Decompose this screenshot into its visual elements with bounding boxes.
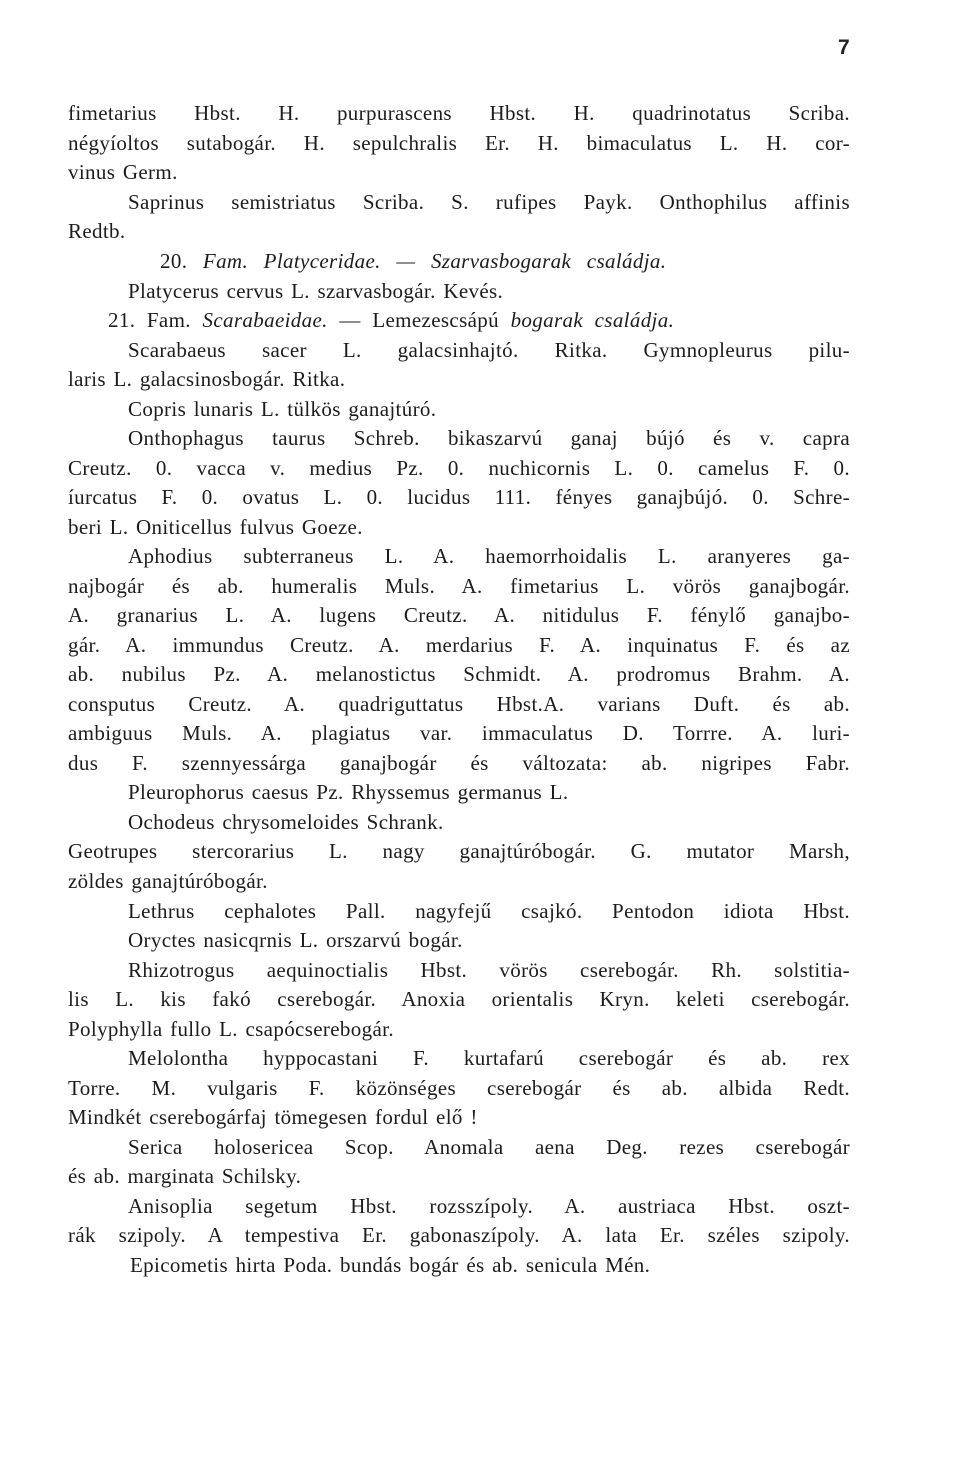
text-line: Copris lunaris L. tülkös ganajtúró. [128, 397, 437, 421]
family-heading-text: — Lemezescsápú [327, 308, 511, 332]
text-line: Creutz. 0. vacca v. medius Pz. 0. nuchicornis L. 0. camelus F. 0. [68, 456, 850, 480]
family-heading [108, 307, 850, 333]
text-line: Polyphylla fullo L. csapócserebogár. [68, 1017, 394, 1041]
text-line: Rhizotrogus aequinoctialis Hbst. vörös cserebogár. Rh. solstitia- [128, 958, 850, 982]
text-line: ambiguus Muls. A. plagiatus var. immaculatus D. Torrre. A. luri- [68, 721, 850, 745]
text-line: Scarabaeus sacer L. galacsinhajtó. Ritka. Gymnopleurus pilu- [128, 338, 850, 362]
text-line: ab. nubilus Pz. A. melanostictus Schmidt. A. prodromus Brahm. A. [68, 662, 850, 686]
text-line: A. granarius L. A. lugens Creutz. A. nitidulus F. fénylő ganajbo- [68, 603, 850, 627]
text-line: beri L. Oniticellus fulvus Goeze. [68, 515, 363, 539]
text-line: Oryctes nasicqrnis L. orszarvú bogár. [128, 928, 463, 952]
text-line: Torre. M. vulgaris F. közönséges cserebogár és ab. albida Redt. [68, 1076, 850, 1100]
family-heading-italic: Scarabaeidae. [202, 308, 328, 332]
text-line: és ab. marginata Schilsky. [68, 1164, 302, 1188]
text-line: Ochodeus chrysomeloides Schrank. [128, 810, 444, 834]
family-heading [160, 248, 850, 274]
text-line: Platycerus cervus L. szarvasbogár. Kevés. [128, 279, 504, 303]
text-line: Anisoplia segetum Hbst. rozsszípoly. A. austriaca Hbst. oszt- [128, 1194, 850, 1218]
text-line: Pleurophorus caesus Pz. Rhyssemus germanus L. [128, 780, 569, 804]
text-line: vinus Germ. [68, 160, 178, 184]
text-line: najbogár és ab. humeralis Muls. A. fimetarius L. vörös ganajbogár. [68, 574, 850, 598]
text-line: Saprinus semistriatus Scriba. S. rufipes Payk. Onthophilus affinis [128, 190, 850, 214]
text-line: gár. A. immundus Creutz. A. merdarius F. A. inquinatus F. és az [68, 633, 850, 657]
family-heading-number: 21. Fam. [108, 308, 203, 332]
text-line: rák szipoly. A tempestiva Er. gabonaszípoly. A. lata Er. széles szipoly. [68, 1223, 850, 1247]
text-line: Epicometis hirta Poda. bundás bogár és ab. senicula Mén. [130, 1253, 651, 1277]
family-heading-italic: bogarak családja. [510, 308, 675, 332]
text-line: Melolontha hyppocastani F. kurtafarú cserebogár és ab. rex [128, 1046, 850, 1070]
family-heading-number: 20. [160, 249, 203, 273]
text-line: Onthophagus taurus Schreb. bikaszarvú ganaj búјó és v. capra [128, 426, 850, 450]
text-line: zöldes ganajtúróbogár. [68, 869, 268, 893]
text-line: Serica holosericea Scop. Anomala aena Deg. rezes cserebogár [128, 1135, 850, 1159]
text-line: Redtb. [68, 219, 126, 243]
text-line: fimetarius Hbst. H. purpurascens Hbst. H. quadrinotatus Scriba. [68, 101, 850, 125]
text-line: dus F. szennyessárga ganajbogár és változata: ab. nigripes Fabr. [68, 751, 850, 775]
text-line: négyíoltos sutabogár. H. sepulchralis Er. H. bimaculatus L. H. cor- [68, 131, 850, 155]
family-heading-italic: Fam. Platyceridae. — Szarvasbogarak családja. [202, 249, 667, 273]
text-line: laris L. galacsinosbogár. Ritka. [68, 367, 346, 391]
text-line: Geotrupes stercorarius L. nagy ganajtúróbogár. G. mutator Marsh, [68, 839, 850, 863]
text-line: Lethrus cephalotes Pall. nagyfejű csajkó. Pentodon idiota Hbst. [128, 899, 850, 923]
text-line: Aphodius subterraneus L. A. haemorrhoidalis L. aranyeres ga- [128, 544, 850, 568]
page-number: 7 [838, 36, 850, 59]
text-line: íurcatus F. 0. ovatus L. 0. lucidus 111. fényes ganajbújó. 0. Schre- [68, 485, 850, 509]
text-line: consputus Creutz. A. quadriguttatus Hbst.A. varians Duft. és ab. [68, 692, 850, 716]
text-line: Mindkét cserebogárfaj tömegesen fordul elő ! [68, 1105, 478, 1129]
text-line: lis L. kis fakó cserebogár. Anoxia orientalis Kryn. keleti cserebogár. [68, 987, 850, 1011]
